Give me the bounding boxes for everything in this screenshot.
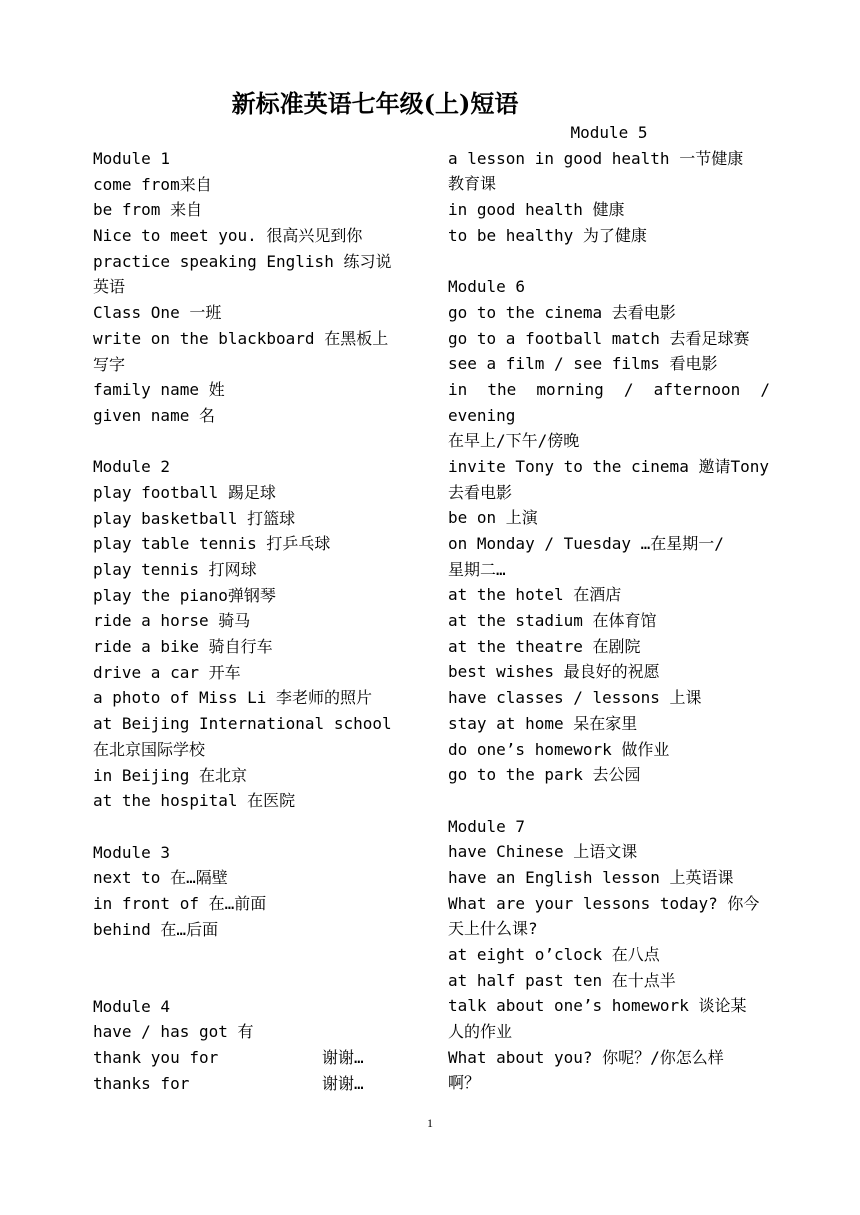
phrase-line: at Beijing International school — [93, 714, 392, 734]
phrase-line: go to a football match 去看足球赛 — [448, 328, 750, 348]
phrase-line — [93, 1045, 415, 1071]
phrase-chinese: 谢谢… — [322, 1048, 364, 1068]
phrase-english: thanks for — [93, 1073, 190, 1093]
phrase-line: family name 姓 — [93, 380, 225, 400]
right-column — [448, 120, 770, 1096]
phrase-line: Class One 一班 — [93, 303, 222, 323]
phrase-line: at the theatre 在剧院 — [448, 636, 641, 656]
phrase-line: have an English lesson 上英语课 — [448, 867, 734, 887]
phrase-line: evening — [448, 405, 516, 425]
phrase-line: at the hospital 在医院 — [93, 791, 296, 811]
blank-line — [93, 942, 415, 968]
phrase-line: go to the cinema 去看电影 — [448, 302, 676, 322]
phrase-line: drive a car 开车 — [93, 662, 241, 682]
phrase-line: 人的作业 — [448, 1022, 513, 1042]
phrase-line — [93, 1071, 415, 1097]
left-column — [93, 146, 415, 1096]
phrase-line: 写字 — [93, 354, 126, 374]
phrase-line: 去看电影 — [448, 482, 513, 502]
phrase-line: a lesson in good health 一节健康 — [448, 148, 744, 168]
phrase-line: behind 在…后面 — [93, 919, 219, 939]
phrase-line: play football 踢足球 — [93, 482, 276, 502]
phrase-line: 啊？ — [448, 1073, 481, 1093]
page-number: 1 — [427, 1116, 433, 1130]
phrase-line: at the hotel 在酒店 — [448, 585, 622, 605]
phrase-line: play table tennis 打乒乓球 — [93, 534, 331, 554]
module-heading: Module 4 — [93, 996, 171, 1016]
phrase-line: a photo of Miss Li 李老师的照片 — [93, 688, 373, 708]
phrase-line: be from 来自 — [93, 200, 203, 220]
phrase-line: play tennis 打网球 — [93, 560, 257, 579]
phrase-line: in front of 在…前面 — [93, 893, 267, 913]
phrase-line: 天上什么课? — [448, 919, 538, 939]
phrase-line: 教育课 — [448, 174, 497, 194]
phrase-line: to be healthy 为了健康 — [448, 225, 647, 245]
phrase-chinese: 谢谢… — [322, 1073, 364, 1093]
phrase-line: best wishes 最良好的祝愿 — [448, 662, 660, 682]
document-title: 新标准英语七年级(上)短语 — [231, 89, 519, 118]
phrase-line: What about you? 你呢？/你怎么样 — [448, 1047, 724, 1067]
phrase-line: have / has got 有 — [93, 1022, 254, 1042]
phrase-line: given name 名 — [93, 405, 215, 425]
phrase-line: see a film / see films 看电影 — [448, 354, 718, 374]
phrase-line: have classes / lessons 上课 — [448, 688, 702, 708]
phrase-line: 英语 — [93, 277, 126, 297]
phrase-line: play basketball 打篮球 — [93, 508, 296, 528]
blank-line — [93, 968, 415, 994]
phrase-line: 在北京国际学校 — [93, 739, 206, 759]
phrase-line: at half past ten 在十点半 — [448, 970, 676, 990]
phrase-line: ride a horse 骑马 — [93, 611, 251, 631]
phrase-line: in the morning / afternoon / — [448, 379, 770, 399]
blank-line — [93, 429, 415, 455]
phrase-line: be on 上演 — [448, 508, 538, 528]
module-heading: Module 3 — [93, 842, 171, 862]
phrase-line: in good health 健康 — [448, 200, 625, 220]
phrase-line: ride a bike 骑自行车 — [93, 637, 273, 657]
phrase-line: at eight o’clock 在八点 — [448, 945, 660, 964]
phrase-line: come from来自 — [93, 174, 212, 194]
phrase-line: on Monday / Tuesday …在星期一/ — [448, 534, 724, 553]
module-heading: Module 5 — [570, 123, 648, 142]
phrase-line: write on the blackboard 在黑板上 — [93, 328, 389, 348]
phrase-line: Nice to meet you. 很高兴见到你 — [93, 226, 363, 246]
phrase-line: at the stadium 在体育馆 — [448, 611, 657, 631]
phrase-line: 星期二… — [448, 559, 506, 579]
phrase-line: have Chinese 上语文课 — [448, 842, 638, 862]
phrase-line: go to the park 去公园 — [448, 765, 641, 785]
phrase-line: 在早上/下午/傍晚 — [448, 431, 580, 451]
module-heading: Module 7 — [448, 816, 526, 836]
phrase-line: invite Tony to the cinema 邀请Tony — [448, 456, 769, 476]
module-heading: Module 6 — [448, 277, 526, 297]
phrase-line: What are your lessons today? 你今 — [448, 893, 760, 913]
phrase-line: talk about one’s homework 谈论某 — [448, 996, 747, 1016]
phrase-line: stay at home 呆在家里 — [448, 713, 638, 733]
phrase-line: play the piano弹钢琴 — [93, 585, 276, 605]
phrase-line: next to 在…隔壁 — [93, 868, 228, 888]
blank-line — [448, 248, 770, 274]
blank-line — [448, 788, 770, 814]
phrase-line: do one’s homework 做作业 — [448, 739, 670, 759]
phrase-line: practice speaking English 练习说 — [93, 251, 392, 271]
blank-line — [93, 814, 415, 840]
phrase-line: in Beijing 在北京 — [93, 765, 247, 785]
module-heading: Module 1 — [93, 149, 171, 168]
module-heading: Module 2 — [93, 457, 171, 477]
phrase-english: thank you for — [93, 1048, 219, 1068]
